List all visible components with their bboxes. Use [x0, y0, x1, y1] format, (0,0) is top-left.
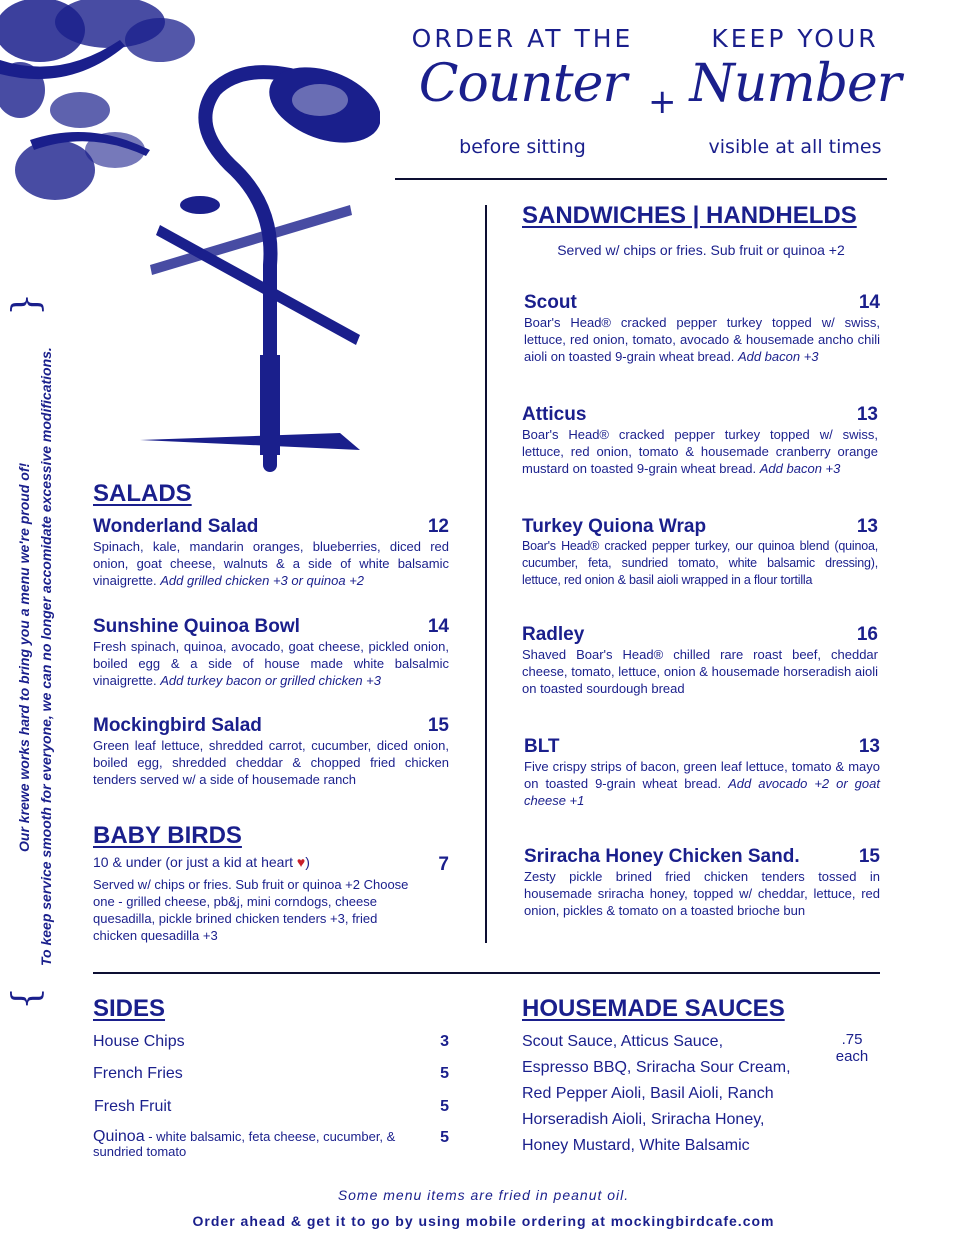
sauce-line: Horseradish Aioli, Sriracha Honey,	[522, 1111, 765, 1128]
salad-price: 15	[427, 715, 449, 736]
sandwich-extra: Add bacon +3	[759, 461, 841, 476]
baby-birds-title: BABY BIRDS	[93, 822, 242, 849]
baby-birds-age-close: )	[305, 854, 310, 870]
sandwich-price: 13	[856, 516, 878, 537]
sandwich-price: 15	[858, 846, 880, 867]
sandwich-desc: Boar's Head® cracked pepper turkey, our quinoa blend (quinoa, cucumber, feta, sundried tomato, white balsamic dressing), lettuce, red onion & basil aioli wrapped in a flour tortilla	[522, 539, 878, 587]
salad-name: Wonderland Salad	[93, 516, 259, 537]
salad-extra: Add grilled chicken +3 or quinoa +2	[160, 573, 365, 588]
baby-birds-section	[93, 822, 449, 944]
sandwich-desc: Boar's Head® cracked pepper turkey topped w/ swiss, lettuce, red onion, tomato & housemade cranberry orange mustard on toasted 9-grain wheat bread.	[522, 427, 878, 476]
sandwich-item	[524, 736, 880, 809]
baby-birds-price: 7	[438, 854, 449, 875]
sandwich-desc: Five crispy strips of bacon, green leaf lettuce, tomato & mayo on toasted 9-grain wheat bread.	[524, 759, 880, 791]
salad-desc: Spinach, kale, mandarin oranges, blueberries, diced red onion, goat cheese, walnuts & a side of white balsamic vinaigrette.	[93, 539, 449, 588]
sandwich-extra: Add bacon +3	[737, 349, 819, 364]
sides-divider	[93, 972, 880, 974]
salad-price: 12	[427, 516, 449, 537]
sandwich-desc: Zesty pickle brined fried chicken tenders tossed in housemade sriracha honey, topped w/ cheddar, lettuce, red onion, pickles & tomato on a toasted brioche bun	[524, 869, 880, 918]
sauce-line: Honey Mustard, White Balsamic	[522, 1137, 750, 1154]
sandwich-name: Sriracha Honey Chicken Sand.	[524, 846, 800, 867]
salad-desc: Green leaf lettuce, shredded carrot, cucumber, diced onion, boiled egg, shredded cheddar & chopped fried chicken tenders served w/ a side of housemade ranch	[93, 738, 449, 787]
salad-desc: Fresh spinach, quinoa, avocado, goat cheese, pickled onion, boiled egg & a side of house made white balsalmic vinaigrette.	[93, 639, 449, 688]
brace-bottom-icon: }	[6, 987, 48, 1010]
column-divider	[485, 205, 487, 943]
sandwiches-subtitle: Served w/ chips or fries. Sub fruit or quinoa +2	[557, 242, 845, 258]
sauces-title: HOUSEMADE SAUCES	[522, 995, 785, 1022]
header-right-script: Number	[689, 54, 901, 114]
sandwich-item	[524, 292, 880, 365]
header-left-sub: before sitting	[459, 136, 586, 158]
header-right-top: KEEP YOUR	[711, 24, 879, 53]
header-left-script: Counter	[418, 54, 627, 114]
allergy-note: Some menu items are fried in peanut oil.	[337, 1187, 630, 1203]
side-price: 3	[440, 1033, 449, 1050]
baby-birds-age-text: 10 & under (or just a kid at heart	[93, 854, 297, 870]
sauce-line: Espresso BBQ, Sriracha Sour Cream,	[522, 1059, 791, 1076]
sides-title: SIDES	[93, 995, 166, 1022]
salads-section	[93, 480, 449, 787]
street-sign-illustration	[120, 55, 380, 475]
side-item	[93, 1065, 449, 1083]
salad-name: Sunshine Quinoa Bowl	[93, 616, 300, 637]
sandwich-item	[522, 516, 878, 589]
side-item	[93, 1033, 449, 1051]
side-item	[94, 1098, 449, 1116]
sandwich-name: Scout	[524, 292, 577, 313]
header-divider	[395, 178, 887, 180]
sauce-list	[522, 1029, 822, 1159]
sandwich-name: Atticus	[522, 404, 587, 425]
header-plus: +	[648, 82, 677, 122]
sandwiches-title: SANDWICHES | HANDHELDS	[522, 202, 857, 229]
salad-item	[93, 715, 449, 788]
sauces-section	[522, 995, 882, 1154]
sauce-line: Scout Sauce, Atticus Sauce,	[522, 1033, 724, 1050]
side-price: 5	[440, 1098, 449, 1115]
side-item	[93, 1129, 449, 1159]
heart-icon: ♥	[296, 854, 306, 870]
side-price: 5	[440, 1065, 449, 1082]
side-note	[6, 290, 66, 1010]
salad-name: Mockingbird Salad	[93, 715, 262, 736]
header-right-sub: visible at all times	[708, 136, 882, 158]
salad-price: 14	[427, 616, 449, 637]
sauce-line: Red Pepper Aioli, Basil Aioli, Ranch	[522, 1085, 774, 1102]
side-price: 5	[440, 1129, 449, 1146]
sandwiches-section	[522, 202, 880, 918]
salads-title: SALADS	[93, 480, 192, 507]
header	[400, 24, 900, 174]
salad-item	[93, 616, 449, 689]
sauce-price: .75	[841, 1031, 863, 1048]
sandwich-name: Turkey Quiona Wrap	[522, 516, 707, 537]
salad-item	[93, 516, 449, 589]
salad-extra: Add turkey bacon or grilled chicken +3	[160, 673, 381, 688]
side-note-line1: Our krewe works hard to bring you a menu we're proud of!	[16, 462, 32, 852]
sandwich-name: BLT	[524, 736, 560, 757]
side-name: French Fries	[93, 1065, 183, 1082]
side-note: - white balsamic, feta cheese, cucumber, & sundried tomato	[93, 1129, 396, 1159]
side-name: House Chips	[93, 1033, 185, 1050]
side-note-line2: To keep service smooth for everyone, we can no longer accomidate excessive modifications.	[38, 347, 54, 967]
sandwich-price: 14	[858, 292, 880, 313]
baby-birds-age-line	[93, 854, 310, 876]
brace-top-icon: {	[6, 293, 48, 316]
sandwich-price: 16	[856, 624, 878, 645]
sandwich-name: Radley	[522, 624, 585, 645]
sandwich-item	[522, 404, 878, 477]
sandwich-item	[524, 846, 880, 919]
side-name: Quinoa	[93, 1128, 145, 1145]
baby-birds-desc: Served w/ chips or fries. Sub fruit or quinoa +2 Choose one - grilled cheese, pb&j, mini corndogs, cheese quesadilla, pickle brined chicken tenders +3, fried chicken quesadilla +3	[93, 877, 409, 943]
sandwich-extra: Add avocado +2 or goat cheese +1	[524, 776, 880, 808]
header-left-top: ORDER AT THE	[411, 24, 634, 53]
order-ahead-note[interactable]: Order ahead & get it to go by using mobile ordering at mockingbirdcafe.com	[192, 1213, 775, 1229]
sandwich-price: 13	[858, 736, 880, 757]
sandwich-desc: Boar's Head® cracked pepper turkey topped w/ swiss, lettuce, red onion, tomato, avocado & housemade ancho chili aioli on toasted 9-grain wheat bread.	[524, 315, 880, 364]
sandwich-price: 13	[856, 404, 878, 425]
sandwich-desc: Shaved Boar's Head® chilled rare roast beef, cheddar cheese, tomato, lettuce, onion & housemade horseradish aioli on toasted sourdough bread	[522, 647, 878, 696]
sauce-price-unit: each	[835, 1048, 869, 1065]
sandwich-item	[522, 624, 878, 697]
side-name: Fresh Fruit	[94, 1098, 172, 1115]
sauce-price-block	[826, 1031, 878, 1065]
sides-section	[93, 995, 451, 1159]
